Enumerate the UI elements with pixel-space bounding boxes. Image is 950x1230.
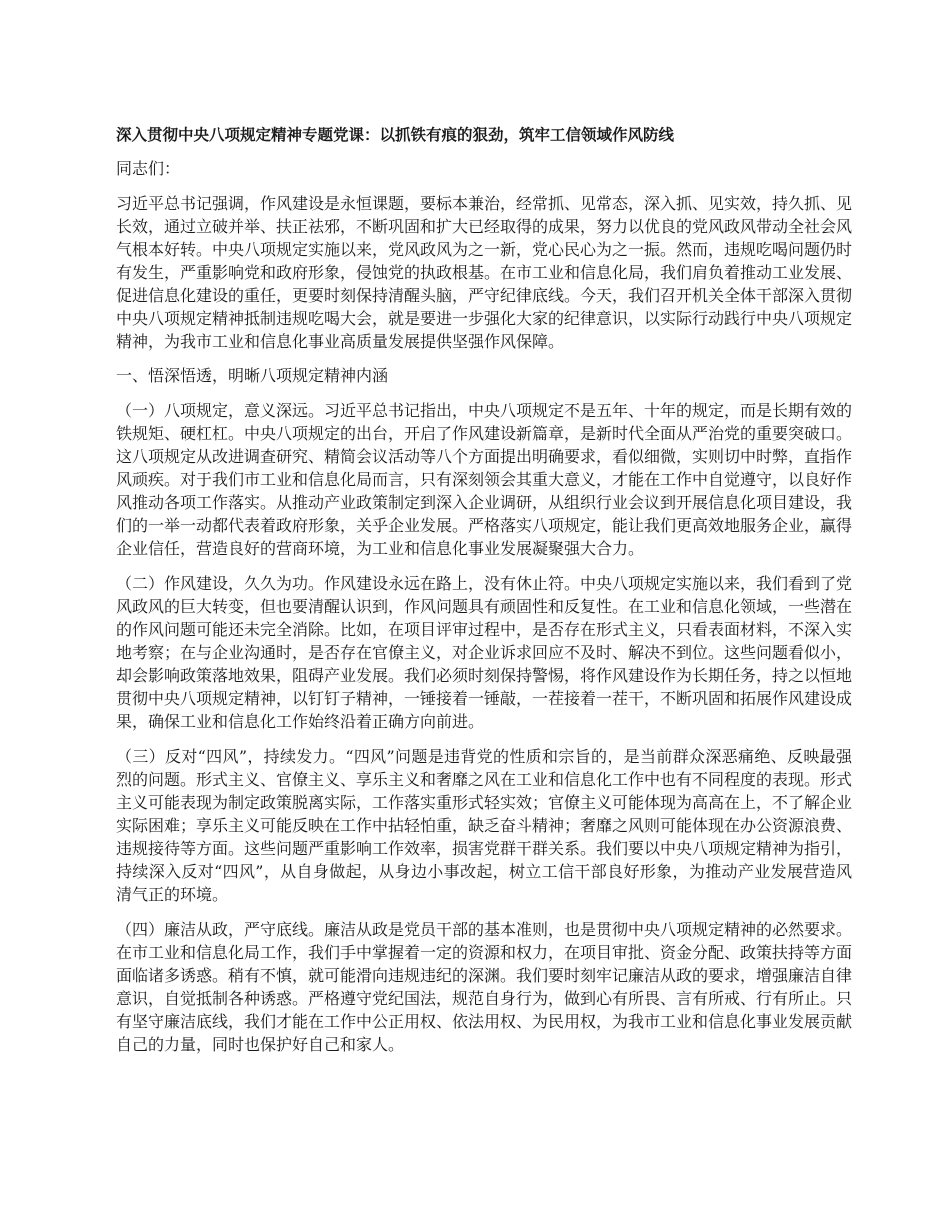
document-page [116, 124, 852, 1068]
intro-paragraph: 习近平总书记强调，作风建设是永恒课题，要标本兼治，经常抓、见常态，深入抓、见实效，持久抓、见长效，通过立破并举、扶正祛邪，不断巩固和扩大已经取得的成果，努力以优良的党风政风带动全社会风气根本好转。中央八项规定实施以来，党风政风为之一新，党心民心为之一振。然而，违规吃喝问题仍时有发生，严重影响党和政府形象，侵蚀党的执政根基。在市工业和信息化局，我们肩负着推动工业发展、促进信息化建设的重任，更要时刻保持清醒头脑，严守纪律底线。今天，我们召开机关全体干部深入贯彻中央八项规定精神抵制违规吃喝大会，就是要进一步强化大家的纪律意识，以实际行动践行中央八项规定精神，为我市工业和信息化事业高质量发展提供坚强作风保障。 [116, 194, 853, 351]
paragraph-3: （三）反对“四风”，持续发力。“四风”问题是违背党的性质和宗旨的，是当前群众深恶痛绝、反映最强烈的问题。形式主义、官僚主义、享乐主义和奢靡之风在工业和信息化工作中也有不同程度的表现。形式主义可能表现为制定政策脱离实际，工作落实重形式轻实效；官僚主义可能体现为高高在上，不了解企业实际困难；享乐主义可能反映在工作中拈轻怕重，缺乏奋斗精神；奢靡之风则可能体现在办公资源浪费、违规接待等方面。这些问题严重影响工作效率，损害党群干群关系。我们要以中央八项规定精神为指引，持续深入反对“四风”，从自身做起，从身边小事改起，树立工信干部良好形象，为推动产业发展营造风清气正的环境。 [116, 747, 853, 904]
document-title: 深入贯彻中央八项规定精神专题党课：以抓铁有痕的狠劲，筑牢工信领域作风防线 [116, 126, 675, 144]
paragraph-1: （一）八项规定，意义深远。习近平总书记指出，中央八项规定不是五年、十年的规定，而是长期有效的铁规矩、硬杠杠。中央八项规定的出台，开启了作风建设新篇章，是新时代全面从严治党的重要突破口。这八项规定从改进调查研究、精简会议活动等八个方面提出明确要求，看似细微，实则切中时弊，直指作风顽疾。对于我们市工业和信息化局而言，只有深刻领会其重大意义，才能在工作中自觉遵守，以良好作风推动各项工作落实。从推动产业政策制定到深入企业调研，从组织行业会议到开展信息化项目建设，我们的一举一动都代表着政府形象，关乎企业发展。严格落实八项规定，能让我们更高效地服务企业，赢得企业信任，营造良好的营商环境，为工业和信息化事业发展凝聚强大合力。 [116, 401, 853, 558]
paragraph-4: （四）廉洁从政，严守底线。廉洁从政是党员干部的基本准则，也是贯彻中央八项规定精神的必然要求。在市工业和信息化局工作，我们手中掌握着一定的资源和权力，在项目审批、资金分配、政策扶持等方面面临诸多诱惑。稍有不慎，就可能滑向违规违纪的深渊。我们要时刻牢记廉洁从政的要求，增强廉洁自律意识，自觉抵制各种诱惑。严格遵守党纪国法，规范自身行为，做到心有所畏、言有所戒、行有所止。只有坚守廉洁底线，我们才能在工作中公正用权、依法用权、为民用权，为我市工业和信息化事业发展贡献自己的力量，同时也保护好自己和家人。 [116, 920, 853, 1054]
paragraph-2: （二）作风建设，久久为功。作风建设永远在路上，没有休止符。中央八项规定实施以来，我们看到了党风政风的巨大转变，但也要清醒认识到，作风问题具有顽固性和反复性。在工业和信息化领域，一些潜在的作风问题可能还未完全消除。比如，在项目评审过程中，是否存在形式主义，只看表面材料，不深入实地考察；在与企业沟通时，是否存在官僚主义，对企业诉求回应不及时、解决不到位。这些问题看似小，却会影响政策落地效果，阻碍产业发展。我们必须时刻保持警惕，将作风建设作为长期任务，持之以恒地贯彻中央八项规定精神，以钉钉子精神，一锤接着一锤敲，一茬接着一茬干，不断巩固和拓展作风建设成果，确保工业和信息化工作始终沿着正确方向前进。 [116, 574, 853, 731]
section-heading: 一、悟深悟透，明晰八项规定精神内涵 [116, 366, 389, 385]
salutation: 同志们： [116, 159, 181, 178]
